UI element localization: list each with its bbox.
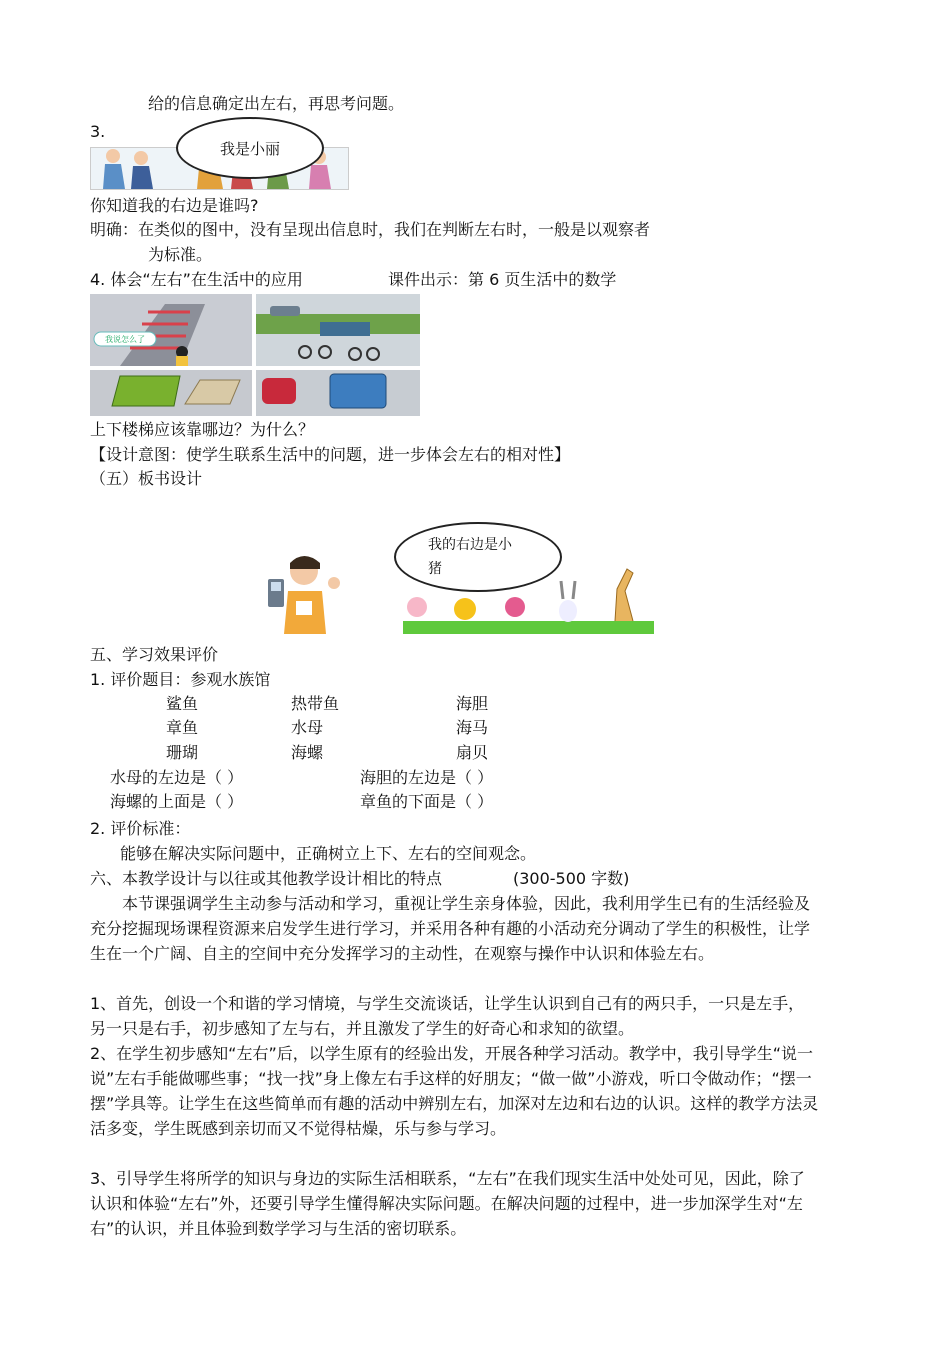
section-6-word-count: (300-500 字数) — [513, 869, 630, 888]
aquarium-cell: 珊瑚 — [166, 743, 199, 762]
eval-item-2: 2. 评价标准： — [90, 819, 191, 838]
boy-illustration — [262, 549, 347, 634]
aquarium-cell: 海胆 — [456, 694, 489, 713]
stairs-question: 上下楼梯应该靠哪边？为什么？ — [90, 420, 315, 439]
item-4-courseware: 课件出示：第 6 页生活中的数学 — [388, 270, 617, 289]
paragraph-2: 2、在学生初步感知“左右”后，以学生原有的经验出发，开展各种学习活动。教学中，我引导学生“说一说”左右手能做哪些事；“找一找”身上像左右手这样的好朋友；“做一做”小游戏，听口令做动作；“摆一摆”学具等。让学生在这些简单而有趣的活动中辨别左右，加深对左边和右边的认识。这样的教学方法灵活多变，学生既感到亲切而又不觉得枯燥，乐与参与学习。 — [90, 1044, 819, 1138]
clarify-line-1: 明确：在类似的图中，没有呈现出信息时，我们在判断左右时，一般是以观察者 — [90, 220, 651, 239]
traffic-sign-text: 我说怎么了 — [105, 335, 145, 344]
design-intent: 【设计意图：使学生联系生活中的问题，进一步体会左右的相对性】 — [90, 445, 571, 464]
aquarium-cell: 章鱼 — [166, 718, 199, 737]
traffic-scenes-image — [90, 294, 420, 416]
aquarium-cell: 海马 — [456, 718, 489, 737]
fill-question: 海螺的上面是（ ） — [110, 792, 244, 811]
aquarium-cell: 海螺 — [291, 743, 324, 762]
board-bubble-text: 我的右边是小猪 — [428, 537, 512, 577]
eval-standard: 能够在解决实际问题中，正确树立上下、左右的空间观念。 — [120, 844, 537, 863]
aquarium-cell: 鲨鱼 — [166, 694, 199, 713]
item-4-title: 4. 体会“左右”在生活中的应用 — [90, 270, 303, 289]
speech-bubble-xiaoli — [176, 117, 324, 179]
fill-question: 水母的左边是（ ） — [110, 768, 244, 787]
board-design-title: （五）板书设计 — [90, 469, 203, 488]
aquarium-cell: 扇贝 — [456, 743, 489, 762]
paragraph-intro: 本节课强调学生主动参与活动和学习，重视让学生亲身体验，因此，我利用学生已有的生活经验及充分挖掘现场课程资源来启发学生进行学习，并采用各种有趣的小活动充分调动了学生的积极性，让学生在一个广阔、自主的空间中充分发挥学习的主动性，在观察与操作中认识和体验左右。 — [90, 894, 811, 963]
section-5-title: 五、学习效果评价 — [90, 645, 219, 664]
section-6-title: 六、本教学设计与以往或其他教学设计相比的特点 — [90, 869, 443, 888]
line-info: 给的信息确定出左右，再思考问题。 — [148, 94, 405, 113]
board-speech-bubble — [394, 522, 562, 592]
fill-question: 章鱼的下面是（ ） — [360, 792, 494, 811]
paragraph-1: 1、首先，创设一个和谐的学习情境，与学生交流谈话，让学生认识到自己有的两只手，一只是左手，另一只是右手，初步感知了左与右，并且激发了学生的好奇心和求知的欲望。 — [90, 994, 805, 1038]
speech-bubble-text: 我是小丽 — [219, 139, 280, 158]
question-right: 你知道我的右边是谁吗? — [90, 196, 259, 215]
aquarium-cell: 热带鱼 — [291, 694, 340, 713]
fill-question: 海胆的左边是（ ） — [360, 768, 494, 787]
paragraph-3: 3、引导学生将所学的知识与身边的实际生活相联系，“左右”在我们现实生活中处处可见，因此，除了认识和体验“左右”外，还要引导学生懂得解决实际问题。在解决问题的过程中，进一步加深学生对“左右”的认识，并且体验到数学学习与生活的密切联系。 — [90, 1169, 805, 1238]
aquarium-cell: 水母 — [291, 718, 324, 737]
clarify-line-2: 为标准。 — [148, 245, 213, 264]
item-3-number: 3. — [90, 122, 106, 141]
eval-item-1: 1. 评价题目：参观水族馆 — [90, 670, 271, 689]
